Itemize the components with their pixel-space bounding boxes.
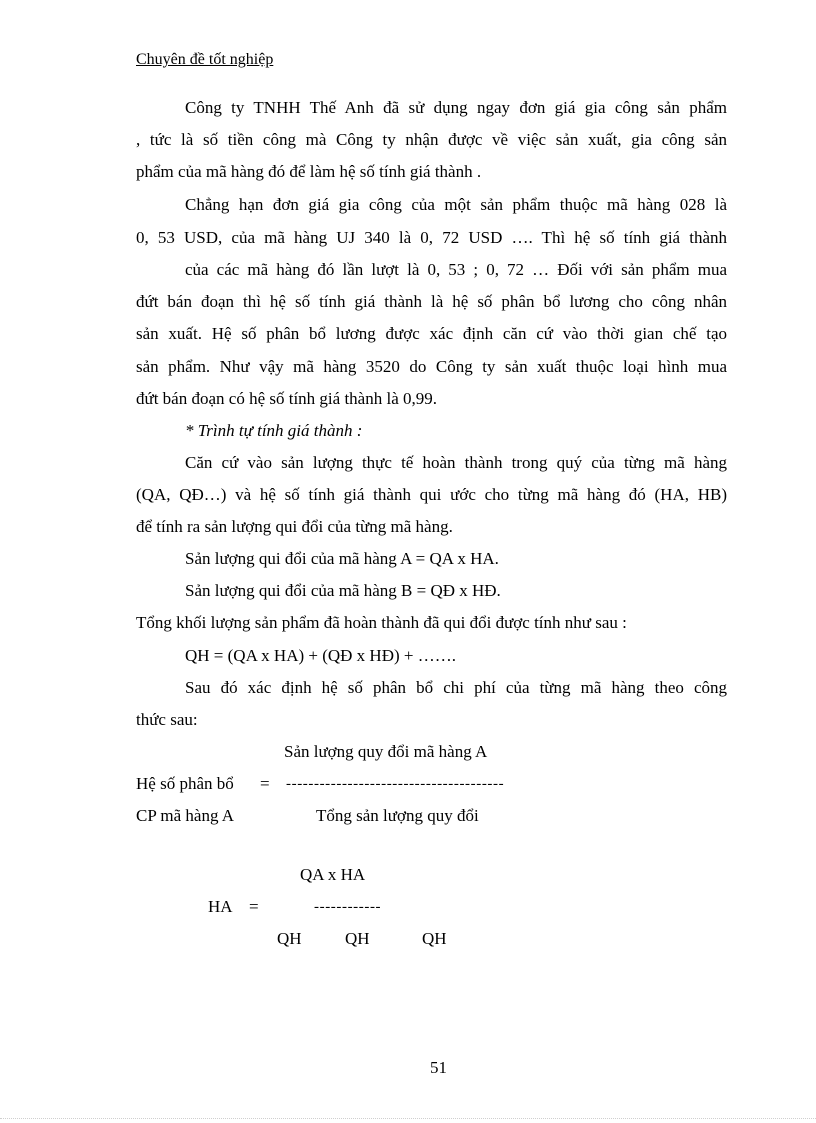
fraction-1-equals: =	[260, 774, 270, 793]
fraction-1-lhs-bottom: CP mã hàng A	[136, 806, 235, 825]
fraction-2-denominator-2: QH	[345, 929, 370, 948]
paragraph-2-line-5: sản xuất. Hệ số phân bổ lương được xác định căn cứ vào thời gian chế tạo	[136, 324, 727, 343]
fraction-2-equals: =	[249, 897, 259, 916]
running-header: Chuyên đề tốt nghiệp	[136, 51, 274, 68]
paragraph-4-line-1: Sau đó xác định hệ số phân bổ chi phí của từng mã hàng theo công	[185, 678, 727, 697]
fraction-2-bar: ------------	[314, 899, 382, 915]
paragraph-3-line-1: Căn cứ vào sản lượng thực tế hoàn thành trong quý của từng mã hàng	[185, 453, 727, 472]
paragraph-4-line-2: thức sau:	[136, 710, 198, 729]
paragraph-2-line-7: đứt bán đoạn có hệ số tính giá thành là 0,99.	[136, 389, 437, 408]
fraction-1-denominator: Tổng sản lượng quy đổi	[316, 806, 479, 825]
fraction-2-denominator-3: QH	[422, 929, 447, 948]
section-heading: * Trình tự tính giá thành :	[185, 421, 363, 440]
fraction-2-denominator-1: QH	[277, 929, 302, 948]
page-bottom-border	[0, 1118, 816, 1119]
paragraph-2-line-2: 0, 53 USD, của mã hàng UJ 340 là 0, 72 USD …. Thì hệ số tính giá thành	[136, 228, 727, 247]
paragraph-2-line-6: sản phẩm. Như vậy mã hàng 3520 do Công ty sản xuất thuộc loại hình mua	[136, 357, 727, 376]
paragraph-2-line-1: Chẳng hạn đơn giá gia công của một sản phẩm thuộc mã hàng 028 là	[185, 195, 727, 214]
paragraph-1-line-3: phẩm của mã hàng đó để làm hệ số tính giá thành .	[136, 162, 482, 181]
paragraph-2-line-3: của các mã hàng đó lần lượt là 0, 53 ; 0, 72 … Đối với sản phẩm mua	[185, 260, 727, 279]
paragraph-3-line-3: để tính ra sản lượng qui đổi của từng mã hàng.	[136, 517, 453, 536]
fraction-2-numerator: QA x HA	[300, 865, 366, 884]
total-formula: QH = (QA x HA) + (QĐ x HĐ) + …….	[185, 646, 456, 665]
formula-a: Sản lượng qui đổi của mã hàng A = QA x HA.	[185, 549, 499, 568]
paragraph-3-line-2: (QA, QĐ…) và hệ số tính giá thành qui ước cho từng mã hàng đó (HA, HB)	[136, 485, 727, 504]
fraction-1-lhs-top: Hệ số phân bổ	[136, 774, 234, 793]
formula-b: Sản lượng qui đổi của mã hàng B = QĐ x HĐ.	[185, 581, 501, 600]
total-intro: Tổng khối lượng sản phẩm đã hoàn thành đã qui đổi được tính như sau :	[136, 613, 627, 632]
paragraph-1-line-2: , tức là số tiền công mà Công ty nhận được về việc sản xuất, gia công sản	[136, 130, 727, 149]
fraction-2-lhs: HA	[208, 897, 233, 916]
fraction-1-bar: ---------------------------------------	[286, 776, 505, 792]
paragraph-2-line-4: đứt bán đoạn thì hệ số tính giá thành là hệ số phân bổ lương cho công nhân	[136, 292, 727, 311]
fraction-1-numerator: Sản lượng quy đổi mã hàng A	[284, 742, 488, 761]
page-number: 51	[430, 1058, 447, 1077]
paragraph-1-line-1: Công ty TNHH Thế Anh đã sử dụng ngay đơn giá gia công sản phẩm	[185, 98, 727, 117]
